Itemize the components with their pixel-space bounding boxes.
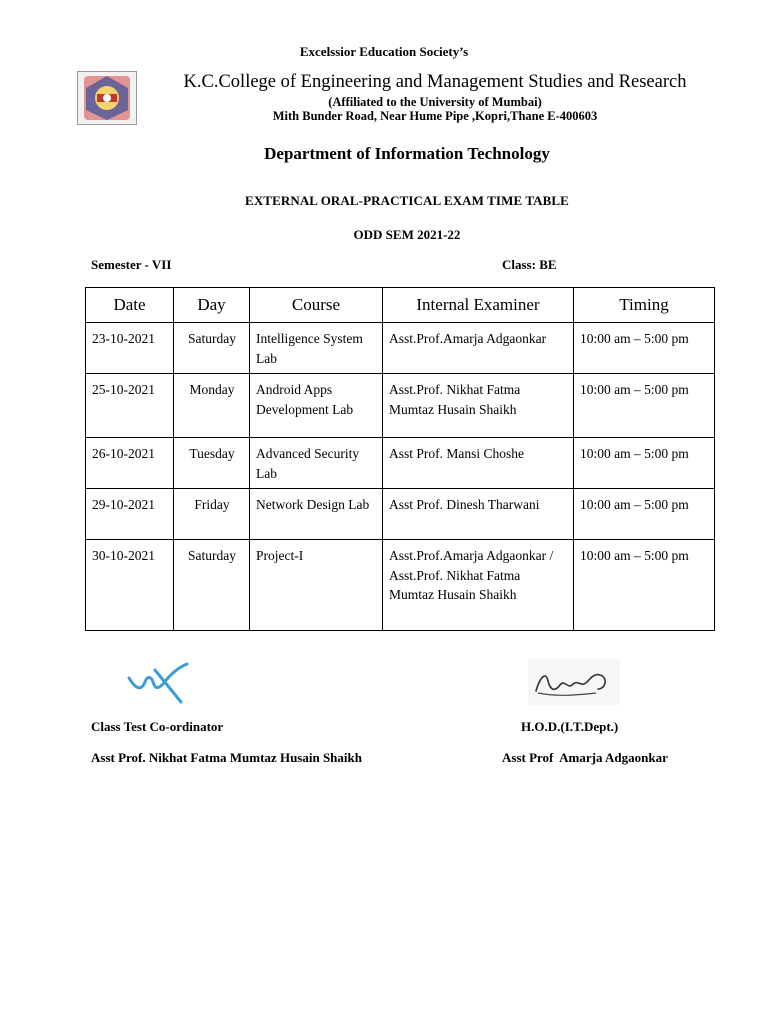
- cell-day: Monday: [174, 374, 250, 438]
- cell-date: 29-10-2021: [86, 489, 174, 540]
- cell-date: 25-10-2021: [86, 374, 174, 438]
- timetable: [85, 287, 715, 631]
- cell-examiner: Asst.Prof.Amarja Adgaonkar: [383, 323, 574, 374]
- table-row: [86, 540, 715, 631]
- table-row: [86, 438, 715, 489]
- cell-day: Saturday: [174, 540, 250, 631]
- table-row: [86, 489, 715, 540]
- cell-examiner: Asst.Prof.Amarja Adgaonkar / Asst.Prof. Nikhat Fatma Mumtaz Husain Shaikh: [383, 540, 574, 631]
- cell-timing: 10:00 am – 5:00 pm: [574, 438, 715, 489]
- header-timing: Timing: [574, 288, 715, 323]
- cell-date: 23-10-2021: [86, 323, 174, 374]
- semester-title: ODD SEM 2021-22: [353, 227, 461, 242]
- class-label: Class: BE: [502, 257, 557, 272]
- cell-timing: 10:00 am – 5:00 pm: [574, 323, 715, 374]
- table-header-row: [86, 288, 715, 323]
- cell-timing: 10:00 am – 5:00 pm: [574, 540, 715, 631]
- coordinator-signature: [125, 660, 195, 711]
- header-date: Date: [86, 288, 174, 323]
- cell-day: Saturday: [174, 323, 250, 374]
- table-row: [86, 374, 715, 438]
- table-row: [86, 323, 715, 374]
- header-internal-examiner: Internal Examiner: [383, 288, 574, 323]
- coordinator-title: Class Test Co-ordinator: [91, 719, 224, 734]
- affiliation: (Affiliated to the University of Mumbai): [328, 95, 542, 109]
- cell-course: Project-I: [250, 540, 383, 631]
- exam-title: EXTERNAL ORAL-PRACTICAL EXAM TIME TABLE: [245, 193, 569, 208]
- cell-day: Tuesday: [174, 438, 250, 489]
- cell-examiner: Asst.Prof. Nikhat Fatma Mumtaz Husain Shaikh: [383, 374, 574, 438]
- cell-date: 30-10-2021: [86, 540, 174, 631]
- cell-course: Intelligence System Lab: [250, 323, 383, 374]
- cell-timing: 10:00 am – 5:00 pm: [574, 489, 715, 540]
- coordinator-name: Asst Prof. Nikhat Fatma Mumtaz Husain Shaikh: [91, 750, 362, 765]
- college-logo: [77, 71, 137, 125]
- address: Mith Bunder Road, Near Hume Pipe ,Kopri,Thane E-400603: [272, 109, 598, 123]
- hod-name: Asst Prof Amarja Adgaonkar: [502, 750, 668, 765]
- semester-label: Semester - VII: [91, 257, 172, 272]
- cell-course: Advanced Security Lab: [250, 438, 383, 489]
- cell-examiner: Asst Prof. Dinesh Tharwani: [383, 489, 574, 540]
- cell-timing: 10:00 am – 5:00 pm: [574, 374, 715, 438]
- cell-date: 26-10-2021: [86, 438, 174, 489]
- cell-day: Friday: [174, 489, 250, 540]
- cell-course: Android Apps Development Lab: [250, 374, 383, 438]
- society-name: Excelssior Education Society’s: [299, 44, 469, 59]
- hod-title: H.O.D.(I.T.Dept.): [521, 719, 619, 734]
- cell-course: Network Design Lab: [250, 489, 383, 540]
- header-course: Course: [250, 288, 383, 323]
- college-name: K.C.College of Engineering and Management Studies and Research: [183, 72, 687, 92]
- hod-signature: [528, 659, 620, 705]
- cell-examiner: Asst Prof. Mansi Choshe: [383, 438, 574, 489]
- header-day: Day: [174, 288, 250, 323]
- department-title: Department of Information Technology: [264, 144, 550, 163]
